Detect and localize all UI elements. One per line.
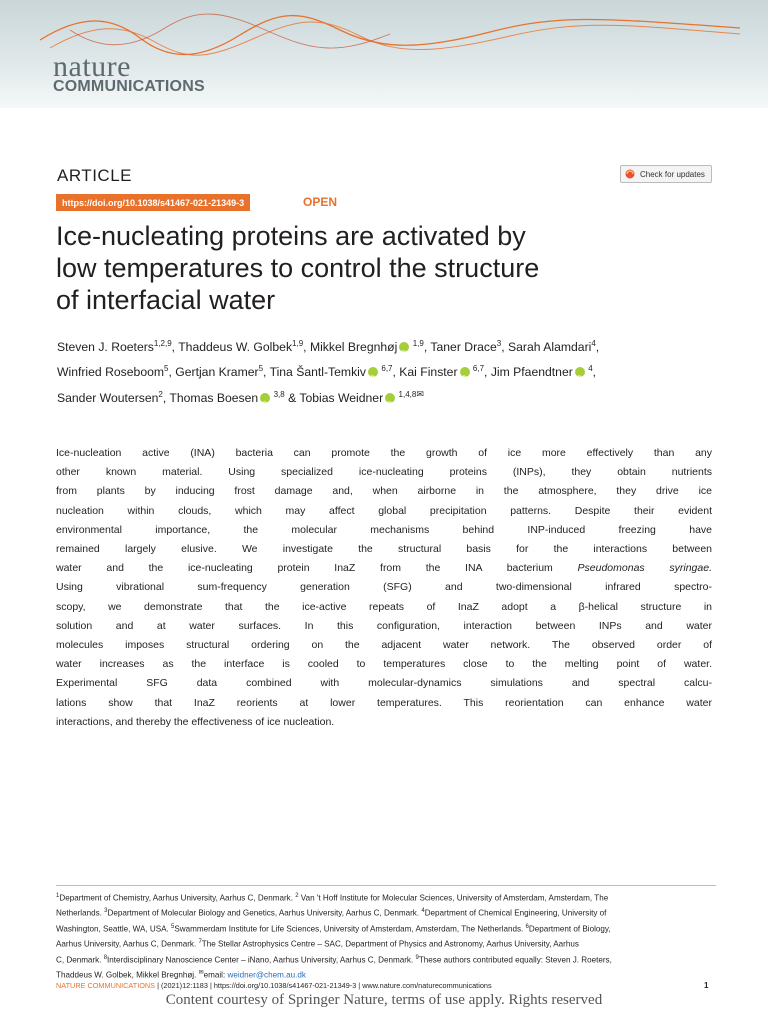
author-affiliation: 3 <box>496 339 502 348</box>
abstract <box>56 444 712 732</box>
affiliation-number: 4 <box>421 908 425 915</box>
affiliation-number: 1 <box>56 893 60 899</box>
affiliations <box>56 885 716 983</box>
email-label: email: <box>203 971 228 981</box>
author-name[interactable]: , Thaddeus W. Golbek <box>171 340 293 355</box>
running-footer <box>56 981 492 990</box>
mail-icon[interactable]: ✉ <box>416 389 424 400</box>
abstract-line: environmental importance, the molecular mechanisms behind INP-induced freezing have <box>56 523 712 536</box>
author-list <box>57 333 717 409</box>
affiliation-text: These authors contributed equally: Steven J. Roeters, <box>418 955 612 965</box>
orcid-icon[interactable] <box>399 342 409 352</box>
affiliation-number: 3 <box>104 908 108 915</box>
title-line: Ice-nucleating proteins are activated by <box>56 221 526 251</box>
affiliation-line <box>56 890 716 905</box>
abstract-line: solution and at water surfaces. In this configuration, interaction between INPs and water <box>56 619 712 632</box>
affiliation-line <box>56 921 716 936</box>
affiliation-text: Department of Molecular Biology and Genetics, Aarhus University, Aarhus C, Denmark. <box>107 909 422 919</box>
journal-banner <box>0 0 768 108</box>
footer-journal: NATURE COMMUNICATIONS <box>56 981 156 990</box>
article-type-label: ARTICLE <box>57 166 132 185</box>
author-affiliation: 6,7 <box>381 364 393 374</box>
page-title <box>56 220 706 316</box>
abstract-line: other known material. Using specialized ice-nucleating proteins (INPs), they obtain nutrients <box>56 466 712 479</box>
author-affiliation: 1,9 <box>292 339 304 348</box>
affiliation-number: 5 <box>171 923 175 930</box>
author-affiliation: 3,8 <box>273 390 285 400</box>
abstract-line: Experimental SFG data combined with molecular-dynamics simulations and spectral calcu- <box>56 677 712 690</box>
affiliation-number: 9 <box>415 954 419 961</box>
author-affiliation: 5 <box>164 364 169 374</box>
author-name[interactable]: & Tobias Weidner <box>284 391 384 406</box>
author-line <box>57 383 717 409</box>
author-name[interactable]: Steven J. Roeters <box>57 340 154 355</box>
author-name[interactable]: , Sarah Alamdari <box>501 340 592 355</box>
affiliation-text: Aarhus University, Aarhus C, Denmark. <box>56 940 199 950</box>
affiliation-text: Washington, Seattle, WA, USA. <box>56 924 172 934</box>
orcid-icon[interactable] <box>575 367 585 377</box>
author-affiliation: 1,2,9 <box>153 339 172 348</box>
affiliation-text: Netherlands. <box>56 909 105 919</box>
affiliation-number: 7 <box>198 939 202 946</box>
open-access-badge: OPEN <box>303 195 338 209</box>
abstract-line: lations show that InaZ reorients at lower temperatures. This reorientation can enhance water <box>56 696 712 709</box>
affiliation-number: 6 <box>525 923 529 930</box>
affiliation-text: Swammerdam Institute for Life Sciences, University of Amsterdam, Amsterdam, The Netherlands. <box>174 924 526 934</box>
author-name[interactable]: Sander Woutersen <box>57 391 159 406</box>
abstract-line: from plants by inducing frost damage and, when airborne in the atmosphere, they drive ice <box>56 485 712 498</box>
check-updates-icon <box>625 169 635 179</box>
title-line: low temperatures to control the structure <box>56 253 540 283</box>
abstract-line <box>56 559 712 578</box>
email-link[interactable]: weidner@chem.au.dk <box>227 971 306 981</box>
author-affiliation: 6,7 <box>472 364 485 374</box>
affiliation-number: 8 <box>103 954 108 961</box>
abstract-line: remained largely elusive. We investigate the structural basis for the interactions between <box>56 543 712 556</box>
abstract-line: water increases as the interface is cooled to temperatures close to the melting point of water. <box>56 658 712 671</box>
page-number: 1 <box>704 981 709 990</box>
affiliation-line <box>56 905 716 920</box>
author-name[interactable]: , Mikkel Bregnhøj <box>303 340 398 355</box>
title-line: of interfacial water <box>56 285 276 315</box>
affiliation-line <box>56 936 716 951</box>
logo-communications: COMMUNICATIONS <box>53 78 205 95</box>
affiliation-text: Thaddeus W. Golbek, Mikkel Bregnhøj. <box>56 971 199 981</box>
author-name[interactable]: , Taner Drace <box>423 340 497 355</box>
author-affiliation: 5 <box>258 364 264 374</box>
abstract-line: scopy, we demonstrate that the ice-active repeats of InaZ adopt a β-helical structure in <box>56 600 712 613</box>
affiliation-text: Department of Biology, <box>528 924 611 934</box>
orcid-icon[interactable] <box>260 393 270 403</box>
author-affiliation: 4 <box>591 339 596 348</box>
mail-icon: ✉ <box>198 970 204 977</box>
doi-link[interactable]: https://doi.org/10.1038/s41467-021-21349-3 <box>56 194 250 211</box>
author-name[interactable]: , Gertjan Kramer <box>168 365 259 380</box>
footer-citation: | (2021)12:1183 | https://doi.org/10.1038/s41467-021-21349-3 | www.nature.com/naturecommunications <box>155 981 492 990</box>
abstract-line: interactions, and thereby the effectiveness of ice nucleation. <box>56 715 335 728</box>
logo-nature: nature <box>53 50 131 83</box>
abstract-line: Ice-nucleation active (INA) bacteria can promote the growth of ice more effectively than any <box>56 447 712 459</box>
affiliation-number: 2 <box>295 893 299 899</box>
orcid-icon[interactable] <box>385 393 395 403</box>
affiliation-text: Department of Chemical Engineering, University of <box>424 909 607 919</box>
author-name[interactable]: , Thomas Boesen <box>162 391 259 406</box>
author-name[interactable]: , Tina Šantl-Temkiv <box>263 365 366 380</box>
abstract-text: water and the ice-nucleating protein InaZ from the INA bacterium <box>56 562 578 575</box>
check-updates-label: Check for updates <box>640 169 705 179</box>
author-line: Steven J. Roeters$^{1,2,9}$, Thaddeus W. Golbek$^{1,9}$, Mikkel BregnhøjiD $^{1,9}$, Taner Drace$^3$, Sarah Alamdari$^4$, <box>57 333 717 358</box>
author-affiliation: 4 <box>588 364 593 374</box>
check-for-updates-button[interactable] <box>620 165 712 183</box>
author-line: Winfried Roseboom$^5$, Gertjan Kramer$^5$, Tina Šantl-TemkiviD $^{6,7}$, Kai FinsteriD $^{6,7}$, Jim PfaendtneriD $^4$, <box>57 358 717 383</box>
orcid-icon[interactable] <box>368 367 378 377</box>
abstract-line: molecules imposes structural ordering on the adjacent water network. The observed order of <box>56 639 712 652</box>
affiliation-line <box>56 952 716 967</box>
author-name[interactable]: , Kai Finster <box>392 365 458 380</box>
affiliation-text: The Stellar Astrophysics Centre – SAC, Department of Physics and Astronomy, Aarhus University, Aarhus <box>201 940 579 950</box>
affiliation-text: Interdisciplinary Nanoscience Center – iNano, Aarhus University, Aarhus C, Denmark. <box>107 955 416 965</box>
abstract-line: nucleation within clouds, which may affect global precipitation patterns. Despite their evident <box>56 504 712 517</box>
author-name[interactable]: Winfried Roseboom <box>57 365 165 380</box>
courtesy-notice: Content courtesy of Springer Nature, terms of use apply. Rights reserved <box>165 992 603 1008</box>
affiliation-text: C, Denmark. <box>56 955 104 965</box>
author-affiliation: 2 <box>158 390 163 400</box>
affiliation-text: Van 't Hoff Institute for Molecular Sciences, University of Amsterdam, Amsterdam, The <box>298 893 609 903</box>
author-affiliation: 1,9 <box>412 339 424 348</box>
abstract-line: Using vibrational sum-frequency generation (SFG) and two-dimensional infrared spectro- <box>56 581 712 594</box>
banner-wave-icon <box>40 10 740 60</box>
orcid-icon[interactable] <box>460 367 470 377</box>
species-name: Pseudomonas syringae. <box>577 562 712 575</box>
affiliation-text: Department of Chemistry, Aarhus University, Aarhus C, Denmark. <box>59 893 296 903</box>
author-affiliation: 1,4,8 <box>398 390 417 400</box>
author-name[interactable]: , Jim Pfaendtner <box>484 365 573 380</box>
